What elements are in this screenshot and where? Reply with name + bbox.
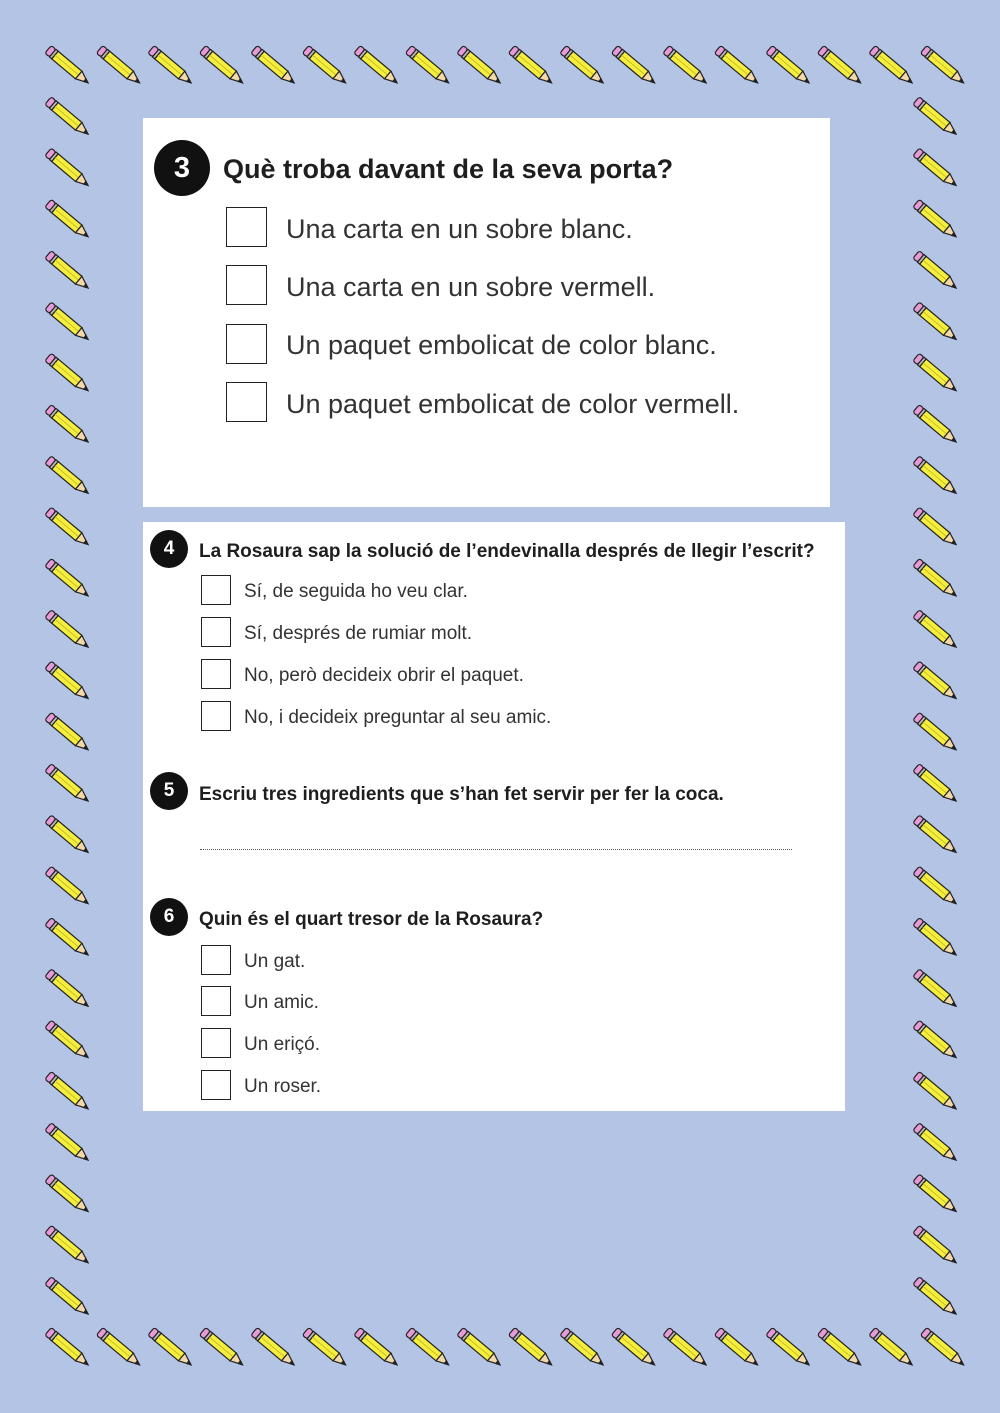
pencil-icon xyxy=(199,1327,245,1368)
pencil-icon xyxy=(45,918,91,959)
pencil-icon xyxy=(913,610,959,651)
pencil-icon xyxy=(913,1174,959,1215)
pencil-icon xyxy=(302,1327,348,1368)
q4-option-4-checkbox[interactable] xyxy=(201,701,231,731)
pencil-icon xyxy=(405,1327,451,1368)
q4-option-3-checkbox[interactable] xyxy=(201,659,231,689)
question-3-text: Què troba davant de la seva porta? xyxy=(223,154,674,184)
pencil-icon xyxy=(920,1327,966,1368)
pencil-icon xyxy=(913,866,959,907)
pencil-icon xyxy=(45,610,91,651)
question-5-number: 5 xyxy=(150,772,188,810)
pencil-icon xyxy=(913,251,959,292)
q6-option-1-checkbox[interactable] xyxy=(201,945,231,975)
pencil-icon xyxy=(45,1327,91,1368)
question-4-number: 4 xyxy=(150,530,188,568)
pencil-icon xyxy=(869,1327,915,1368)
pencil-icon xyxy=(45,1071,91,1112)
pencil-icon xyxy=(913,353,959,394)
q3-option-1-label: Una carta en un sobre blanc. xyxy=(286,214,633,244)
pencil-icon xyxy=(45,1123,91,1164)
q5-answer-line[interactable] xyxy=(200,849,792,850)
pencil-icon xyxy=(611,1327,657,1368)
pencil-icon xyxy=(45,1225,91,1266)
q6-option-3-label: Un eriçó. xyxy=(244,1034,321,1055)
pencil-icon xyxy=(817,1327,863,1368)
pencil-icon xyxy=(457,45,503,86)
pencil-icon xyxy=(766,45,812,86)
pencil-icon xyxy=(302,45,348,86)
pencil-icon xyxy=(45,764,91,805)
pencil-icon xyxy=(663,45,709,86)
pencil-icon xyxy=(45,1277,91,1318)
pencil-icon xyxy=(913,918,959,959)
pencil-icon xyxy=(96,45,142,86)
q6-option-3-checkbox[interactable] xyxy=(201,1028,231,1058)
pencil-icon xyxy=(913,1277,959,1318)
pencil-icon xyxy=(405,45,451,86)
pencil-icon xyxy=(913,661,959,702)
pencil-icon xyxy=(45,661,91,702)
pencil-icon xyxy=(913,1225,959,1266)
question-6-text: Quin és el quart tresor de la Rosaura? xyxy=(199,909,544,930)
pencil-icon xyxy=(354,45,400,86)
pencil-icon xyxy=(913,712,959,753)
q3-option-2-checkbox[interactable] xyxy=(226,265,267,305)
pencil-icon xyxy=(560,45,606,86)
q6-option-4-label: Un roser. xyxy=(244,1076,322,1097)
pencil-icon xyxy=(45,969,91,1010)
pencil-icon xyxy=(913,199,959,240)
pencil-icon xyxy=(869,45,915,86)
q4-option-2-checkbox[interactable] xyxy=(201,617,231,647)
q3-option-3-checkbox[interactable] xyxy=(226,324,267,364)
pencil-icon xyxy=(913,456,959,497)
pencil-icon xyxy=(457,1327,503,1368)
pencil-icon xyxy=(45,199,91,240)
q6-option-2-checkbox[interactable] xyxy=(201,986,231,1016)
pencil-icon xyxy=(45,507,91,548)
pencil-icon xyxy=(148,1327,194,1368)
pencil-icon xyxy=(714,1327,760,1368)
pencil-icon xyxy=(913,1123,959,1164)
pencil-icon xyxy=(663,1327,709,1368)
question-6-number: 6 xyxy=(150,898,188,936)
pencil-icon xyxy=(560,1327,606,1368)
q3-option-4-checkbox[interactable] xyxy=(226,382,267,422)
q4-option-4-label: No, i decideix preguntar al seu amic. xyxy=(244,707,552,728)
q3-option-2-label: Una carta en un sobre vermell. xyxy=(286,272,656,302)
pencil-icon xyxy=(913,815,959,856)
pencil-icon xyxy=(45,456,91,497)
pencil-icon xyxy=(913,1020,959,1061)
pencil-icon xyxy=(45,353,91,394)
question-4-text: La Rosaura sap la solució de l’endevinalla després de llegir l’escrit? xyxy=(199,541,815,562)
pencil-icon xyxy=(913,1071,959,1112)
pencil-icon xyxy=(354,1327,400,1368)
pencil-icon xyxy=(913,764,959,805)
pencil-icon xyxy=(920,45,966,86)
pencil-icon xyxy=(714,45,760,86)
pencil-icon xyxy=(913,969,959,1010)
q3-option-3-label: Un paquet embolicat de color blanc. xyxy=(286,330,717,360)
question-5-text: Escriu tres ingredients que s’han fet servir per fer la coca. xyxy=(199,784,724,805)
pencil-icon xyxy=(45,712,91,753)
pencil-icon xyxy=(45,251,91,292)
pencil-icon xyxy=(199,45,245,86)
questions-4-6-panel xyxy=(143,522,845,1111)
pencil-icon xyxy=(508,45,554,86)
pencil-icon xyxy=(913,405,959,446)
q3-option-4-label: Un paquet embolicat de color vermell. xyxy=(286,389,740,419)
pencil-icon xyxy=(45,815,91,856)
q3-option-1-checkbox[interactable] xyxy=(226,207,267,247)
pencil-icon xyxy=(45,302,91,343)
pencil-icon xyxy=(913,97,959,138)
pencil-icon xyxy=(96,1327,142,1368)
pencil-icon xyxy=(766,1327,812,1368)
pencil-icon xyxy=(251,1327,297,1368)
pencil-icon xyxy=(817,45,863,86)
question-3-number: 3 xyxy=(154,140,210,196)
pencil-icon xyxy=(45,148,91,189)
pencil-icon xyxy=(913,148,959,189)
q6-option-1-label: Un gat. xyxy=(244,951,306,972)
q4-option-3-label: No, però decideix obrir el paquet. xyxy=(244,665,524,686)
pencil-icon xyxy=(45,405,91,446)
pencil-icon xyxy=(611,45,657,86)
q4-option-2-label: Sí, després de rumiar molt. xyxy=(244,623,473,644)
q4-option-1-label: Sí, de seguida ho veu clar. xyxy=(244,581,468,602)
pencil-icon xyxy=(508,1327,554,1368)
q6-option-2-label: Un amic. xyxy=(244,992,319,1013)
q6-option-4-checkbox[interactable] xyxy=(201,1070,231,1100)
pencil-icon xyxy=(251,45,297,86)
pencil-icon xyxy=(913,302,959,343)
pencil-icon xyxy=(913,507,959,548)
question-3-panel xyxy=(143,118,830,507)
pencil-icon xyxy=(45,45,91,86)
pencil-icon xyxy=(45,97,91,138)
q4-option-1-checkbox[interactable] xyxy=(201,575,231,605)
pencil-icon xyxy=(148,45,194,86)
pencil-icon xyxy=(45,558,91,599)
pencil-icon xyxy=(913,558,959,599)
pencil-icon xyxy=(45,1174,91,1215)
pencil-icon xyxy=(45,1020,91,1061)
pencil-icon xyxy=(45,866,91,907)
